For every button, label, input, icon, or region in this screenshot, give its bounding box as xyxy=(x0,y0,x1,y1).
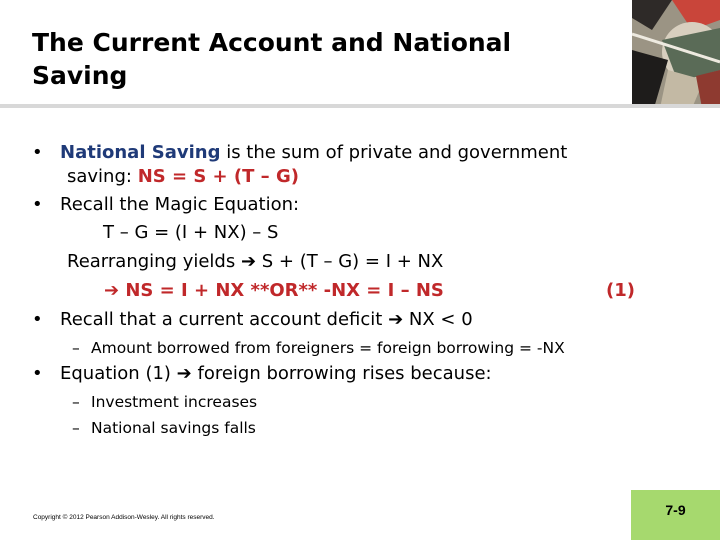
equation-line-3 xyxy=(104,279,444,303)
national-saving-term: National Saving xyxy=(60,142,221,163)
bullet-icon: • xyxy=(32,363,43,384)
arrow-right-icon: ➔ xyxy=(176,363,192,384)
arrow-right-icon: ➔ xyxy=(388,309,404,330)
dash-icon: – xyxy=(72,419,80,437)
bullet-icon: • xyxy=(32,194,43,215)
dash-icon: – xyxy=(72,339,80,357)
equation-number: (1) xyxy=(606,280,635,301)
page-number-tab xyxy=(631,490,720,540)
bullet-icon: • xyxy=(32,309,43,330)
bullet-1-text: is the sum of private and government xyxy=(220,142,568,163)
ns-formula: NS = S + (T – G) xyxy=(137,166,299,187)
bullet-2-text: Recall the Magic Equation: xyxy=(60,194,300,215)
slide-title: The Current Account and National Saving xyxy=(32,28,512,90)
slide-body: • National Saving is the sum of private and government saving: NS = S + (T – G) • Recall the Magic Equation: T – G = (I + NX) – S Rearranging yields ➔ S + (T – G) = I + NX ➔ NS = I + NX **OR** -NX = I – NS (1) • Recall that a current account deficit ➔ NX < 0 – Amount borrowed from foreigners = foreign borrowing = -NX • Equation (1) ➔ foreign borrowing rises because: – Investment increases – National savings falls xyxy=(0,0,720,540)
equation-line-2: Rearranging yields ➔ S + (T – G) = I + NX xyxy=(67,251,444,272)
ns-equation: NS = I + NX **OR** -NX = I – NS xyxy=(119,280,444,301)
page-number: 7-9 xyxy=(665,502,686,518)
bullet-icon: • xyxy=(32,142,43,163)
bullet-1-continuation: saving: NS = S + (T – G) xyxy=(67,166,299,187)
arrow-right-icon: ➔ xyxy=(104,280,120,301)
arrow-right-icon: ➔ xyxy=(240,251,257,272)
equation-line-1: T – G = (I + NX) – S xyxy=(103,222,279,243)
dash-icon: – xyxy=(72,393,80,411)
copyright-footer: Copyright © 2012 Pearson Addison-Wesley. All rights reserved. xyxy=(33,514,215,521)
